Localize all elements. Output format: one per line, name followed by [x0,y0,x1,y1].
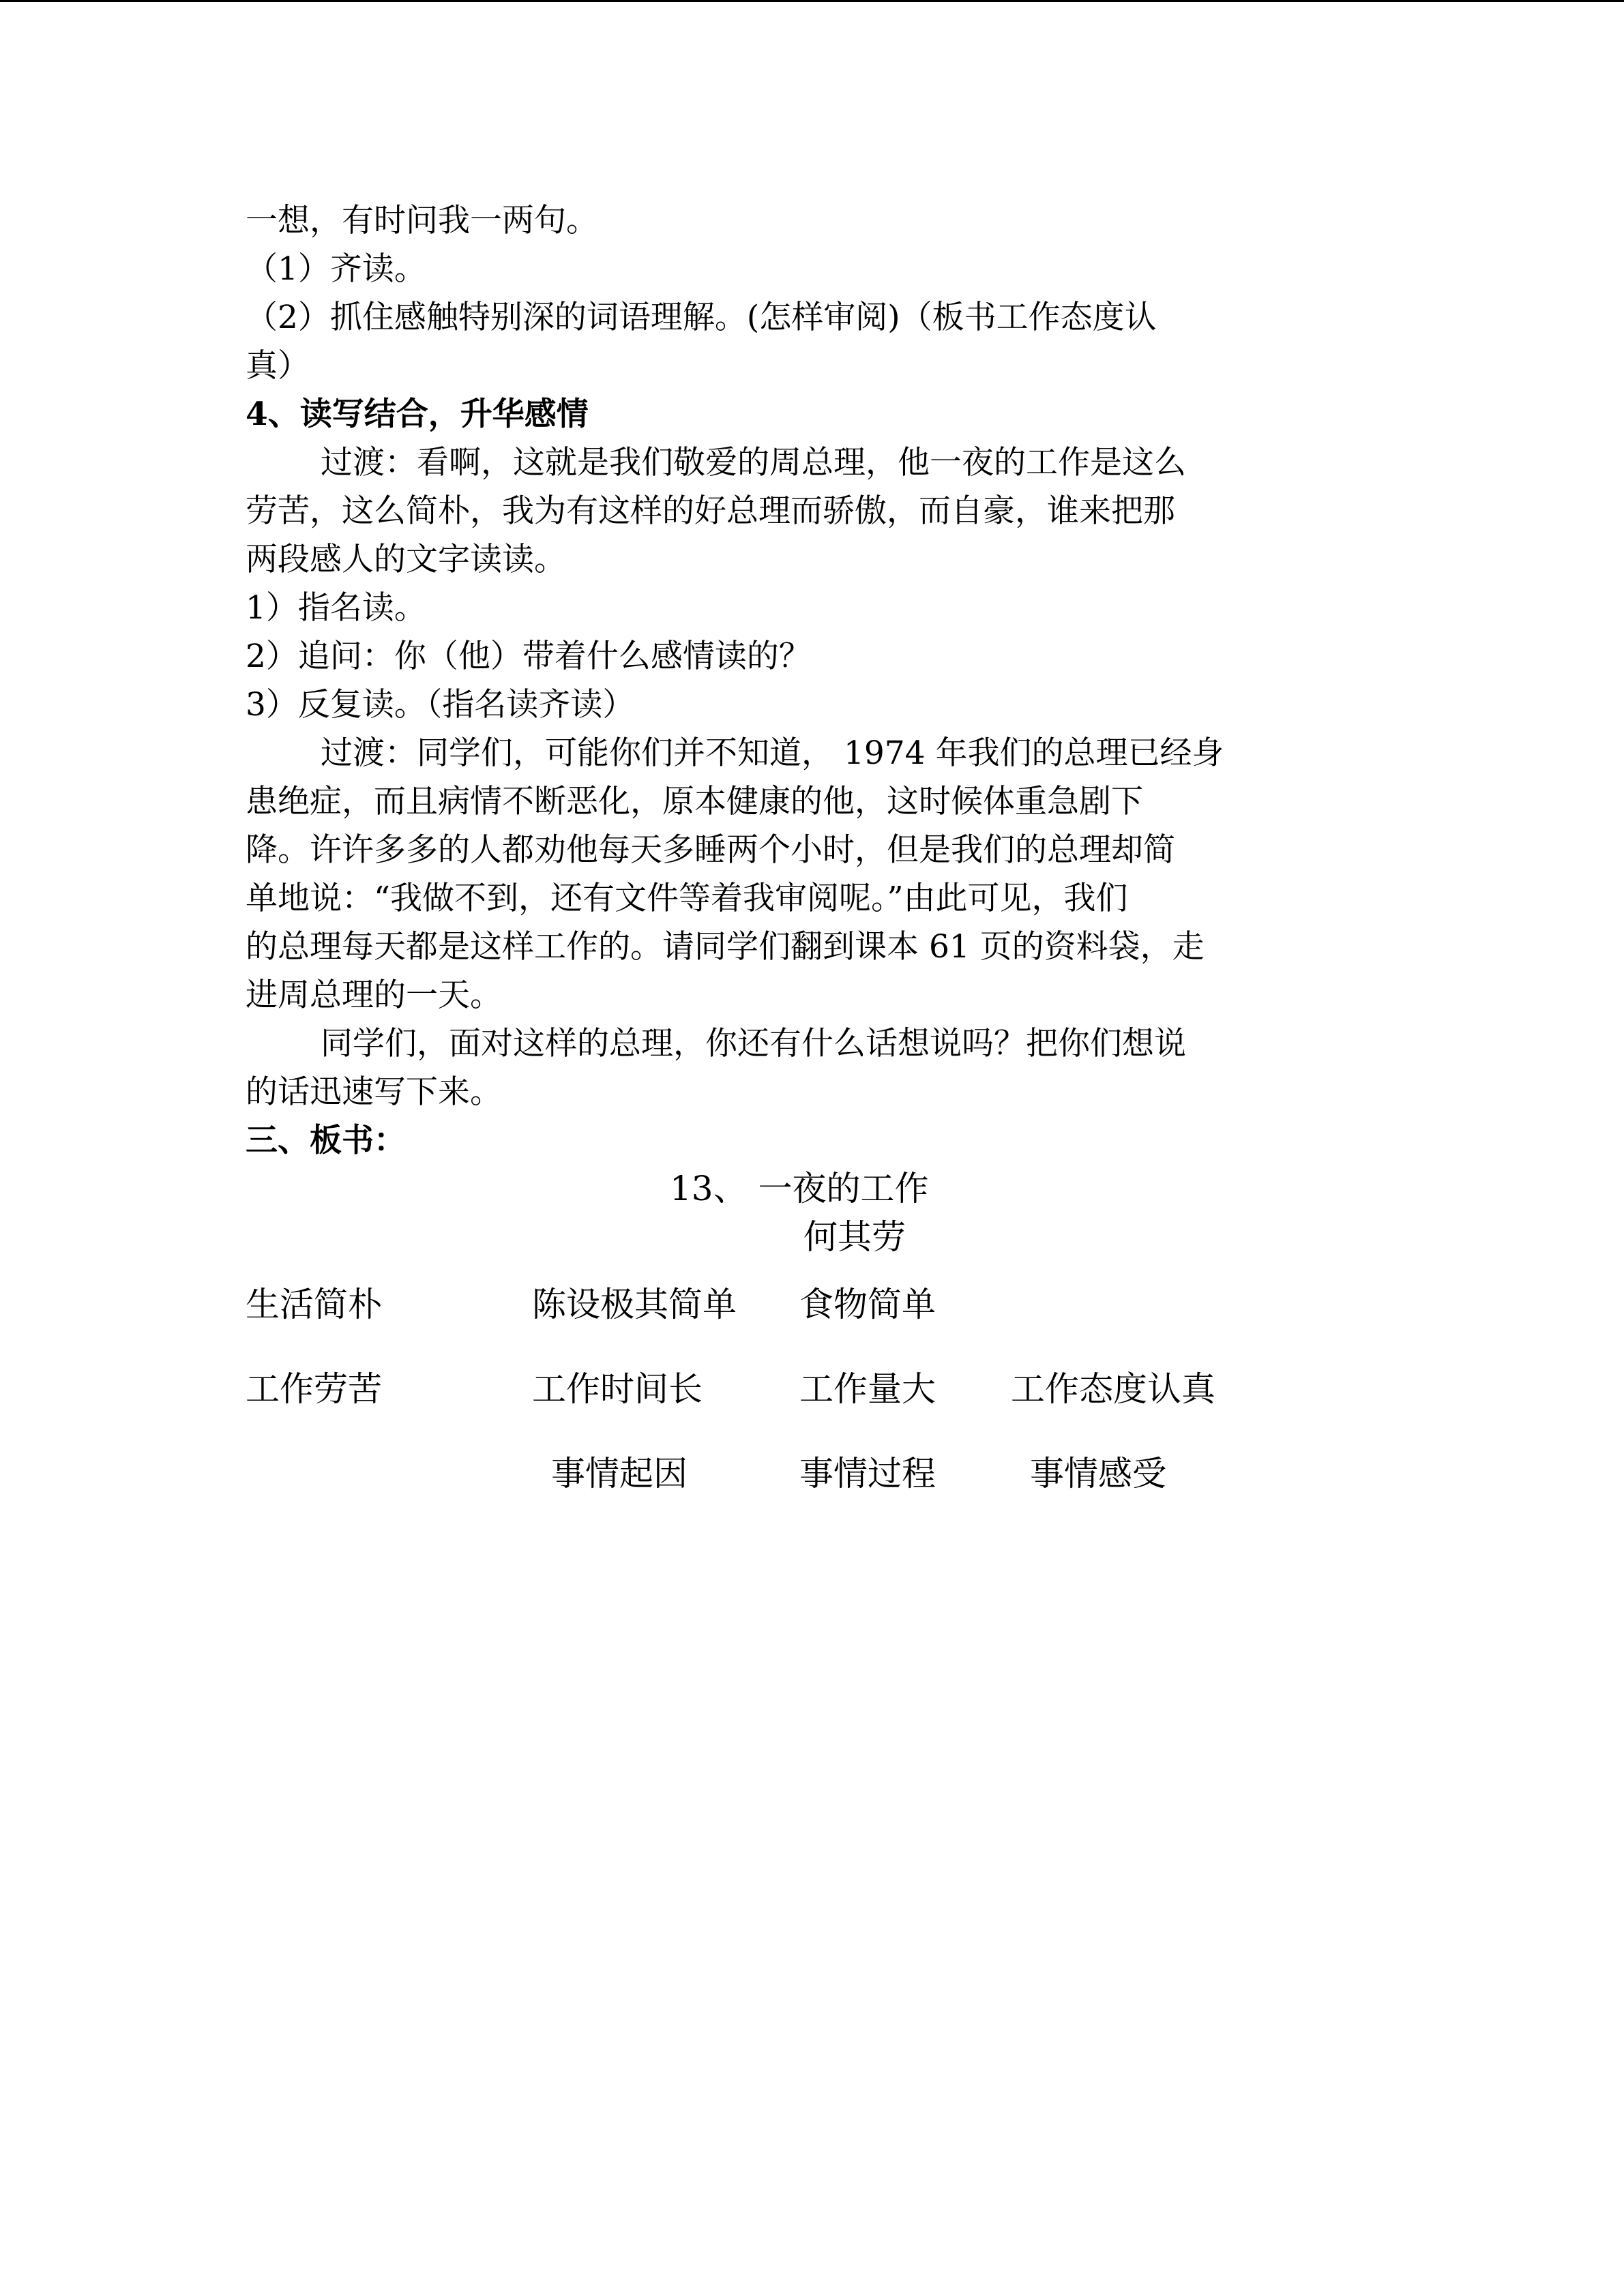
text-line-7: 劳苦，这么简朴，我为有这样的好总理而骄傲，而自豪，谁来把那 [246,492,1175,530]
board-row2-item-3: 工作态度认真 [1011,1369,1215,1409]
board-row2-item-1: 工作时间长 [532,1369,703,1409]
step-item-1: 1）指名读。 [246,589,426,627]
section-heading-4: 4、读写结合，升华感情 [246,396,589,433]
page-top-border [0,0,1624,2]
paragraph-classmates: 同学们，面对这样的总理，你还有什么话想说吗？把你们想说 [321,1025,1186,1062]
board-row3-item-3: 事情感受 [1030,1454,1166,1493]
text-line-14: 降。许许多多的人都劝他每天多睡两个小时，但是我们的总理却简 [246,831,1175,869]
board-row2-item-2: 工作量大 [799,1369,936,1409]
text-line-1: 一想，有时问我一两句。 [246,202,598,239]
text-line-17: 进周总理的一天。 [246,976,502,1014]
board-row1-label: 生活简朴 [246,1285,382,1324]
text-line-13: 患绝症，而且病情不断恶化，原本健康的他，这时候体重急剧下 [246,783,1143,820]
board-subtitle: 何其劳 [803,1217,906,1257]
document-page [246,196,1378,1587]
text-line-15: 单地说：“我做不到，还有文件等着我审阅呢。”由此可见，我们 [246,880,1128,917]
step-item-2: 2）追问：你（他）带着什么感情读的？ [246,638,811,675]
board-row3-item-1: 事情起因 [551,1454,688,1493]
blackboard-outline [246,1165,1378,1587]
text-line-2: （1）齐读。 [246,250,426,288]
text-line-8: 两段感人的文字读读。 [246,541,566,578]
board-title: 13、 一夜的工作 [670,1169,929,1208]
text-line-16: 的总理每天都是这样工作的。请同学们翻到课本 61 页的资料袋，走 [246,928,1205,966]
board-row3-item-2: 事情过程 [799,1454,936,1493]
step-item-3: 3）反复读。（指名读齐读） [246,686,635,724]
board-row1-item-1: 陈设极其简单 [532,1285,737,1324]
board-row2-label: 工作劳苦 [246,1369,382,1409]
board-row1-item-2: 食物简单 [799,1285,936,1324]
paragraph-transition-1: 过渡：看啊，这就是我们敬爱的周总理，他一夜的工作是这么 [321,444,1186,481]
text-line-3: （2）抓住感触特别深的词语理解。(怎样审阅)（板书工作态度认 [246,299,1157,336]
paragraph-transition-2: 过渡：同学们，可能你们并不知道， 1974 年我们的总理已经身 [321,734,1224,772]
text-line-19: 的话迅速写下来。 [246,1073,502,1111]
section-heading-board: 三、板书： [246,1122,406,1159]
text-line-4: 真） [246,347,310,385]
